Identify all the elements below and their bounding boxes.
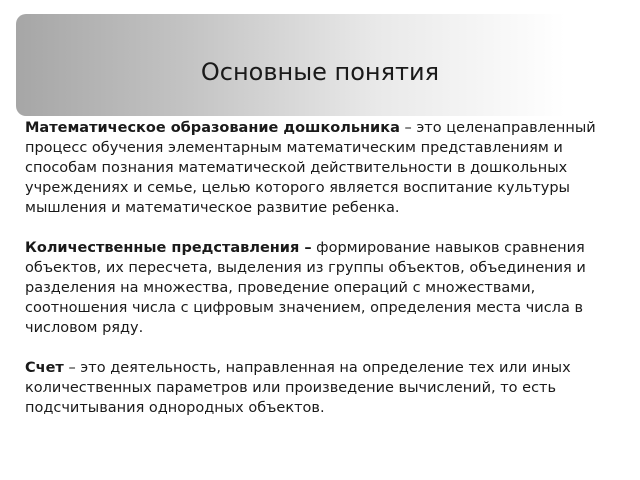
term-label: Счет xyxy=(25,360,64,376)
definition-text: формирование навыков сравнения объектов, их пересчета, выделения из группы объектов, объединения и разделения на множества, проведение операций с множествами, соотношения числа с цифровым значением, определения места числа в числовом ряду. xyxy=(25,240,586,336)
slide-body xyxy=(25,118,617,438)
definition-counting xyxy=(25,358,617,418)
term-label: Количественные представления – xyxy=(25,240,312,256)
term-label: Математическое образование дошкольника xyxy=(25,120,400,136)
slide-title: Основные понятия xyxy=(200,58,440,86)
definition-math-education xyxy=(25,118,617,218)
definition-text: – это целенаправленный процесс обучения элементарным математическим представлениям и способам познания математической действительности в дошкольных учреждениях и семье, целью которого является воспитание культуры мышления и математическое развитие ребенка. xyxy=(25,120,596,216)
definition-text: – это деятельность, направленная на определение тех или иных количественных параметров или произведение вычислений, то есть подсчитывания однородных объектов. xyxy=(25,360,571,416)
definition-quantitative xyxy=(25,238,617,338)
